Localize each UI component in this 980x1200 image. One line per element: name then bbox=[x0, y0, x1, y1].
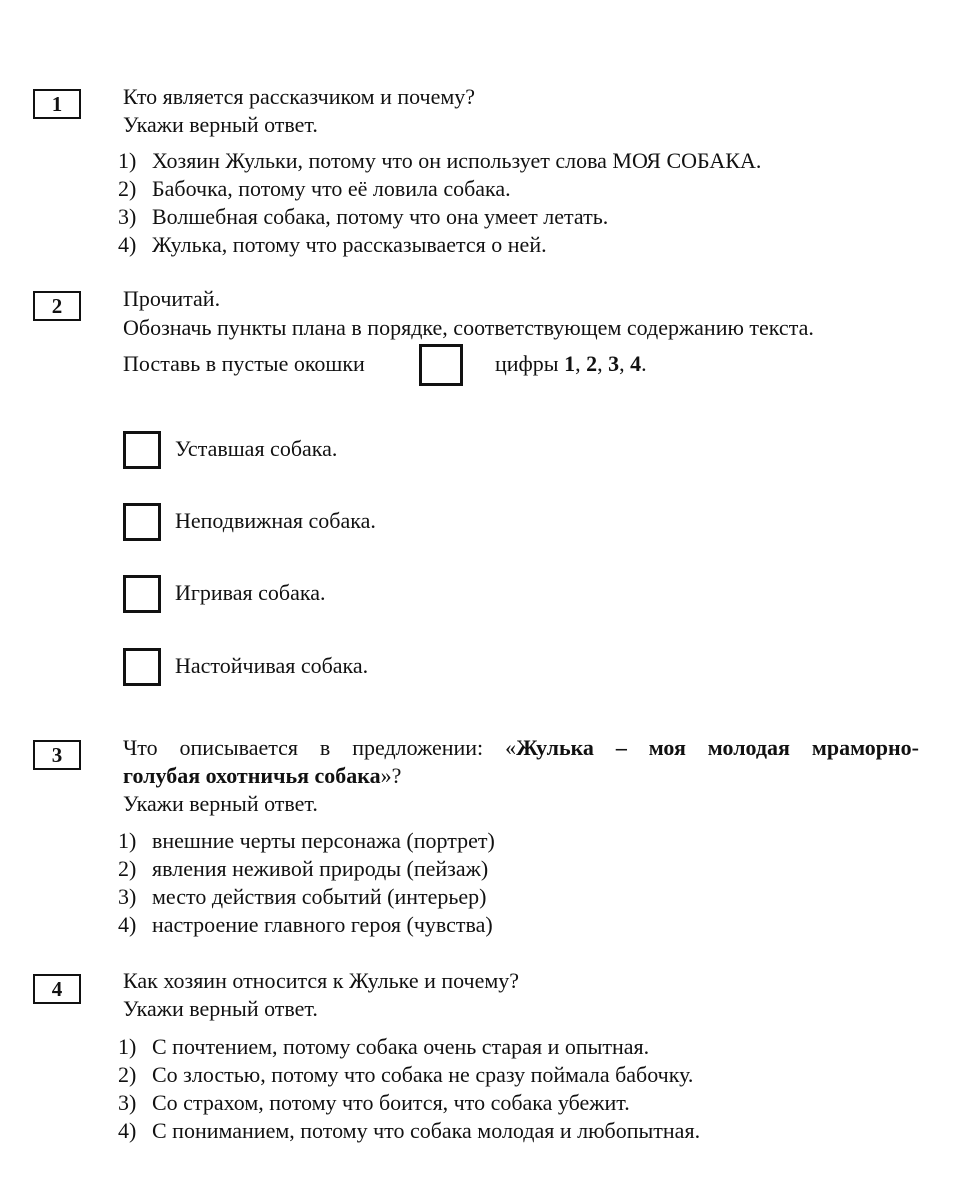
question-number-3: 3 bbox=[33, 740, 81, 770]
plan-item-2-box[interactable] bbox=[123, 503, 161, 541]
q1-instruction: Укажи верный ответ. bbox=[123, 112, 318, 137]
question-number-1: 1 bbox=[33, 89, 81, 119]
q2-line-3-after: цифры 1, 2, 3, 4. bbox=[495, 351, 647, 376]
q2-line-1: Прочитай. bbox=[123, 286, 221, 311]
q1-prompt: Кто является рассказчиком и почему? bbox=[123, 84, 476, 109]
q1-option-1[interactable]: 1) Хозяин Жульки, потому что он использует слова МОЯ СОБАКА. bbox=[118, 148, 762, 173]
q2-line-2: Обозначь пункты плана в порядке, соответствующем содержанию текста. bbox=[123, 315, 814, 340]
q3-prompt-line-1: Что описывается в предложении: «Жулька – моя молодая мраморно- bbox=[123, 735, 919, 760]
plan-item-4-box[interactable] bbox=[123, 648, 161, 686]
q3-option-3[interactable]: 3) место действия событий (интерьер) bbox=[118, 884, 487, 909]
q1-option-2[interactable]: 2) Бабочка, потому что её ловила собака. bbox=[118, 176, 511, 201]
q4-option-4[interactable]: 4) С пониманием, потому что собака молодая и любопытная. bbox=[118, 1118, 701, 1143]
q4-option-2[interactable]: 2) Со злостью, потому что собака не сразу поймала бабочку. bbox=[118, 1062, 694, 1087]
q1-option-4[interactable]: 4) Жулька, потому что рассказывается о ней. bbox=[118, 232, 547, 257]
question-number-4: 4 bbox=[33, 974, 81, 1004]
plan-item-1-box[interactable] bbox=[123, 431, 161, 469]
q1-option-3[interactable]: 3) Волшебная собака, потому что она умеет летать. bbox=[118, 204, 609, 229]
q4-prompt: Как хозяин относится к Жульке и почему? bbox=[123, 968, 520, 993]
q4-option-3[interactable]: 3) Со страхом, потому что боится, что собака убежит. bbox=[118, 1090, 630, 1115]
plan-item-3-box[interactable] bbox=[123, 575, 161, 613]
q3-prompt-line-2: голубая охотничья собака»? bbox=[123, 763, 402, 788]
question-number-2: 2 bbox=[33, 291, 81, 321]
q3-option-4[interactable]: 4) настроение главного героя (чувства) bbox=[118, 912, 493, 937]
example-empty-box bbox=[419, 344, 463, 386]
q4-instruction: Укажи верный ответ. bbox=[123, 996, 318, 1021]
q3-instruction: Укажи верный ответ. bbox=[123, 791, 318, 816]
q2-line-3-before: Поставь в пустые окошки bbox=[123, 351, 365, 376]
q3-option-1[interactable]: 1) внешние черты персонажа (портрет) bbox=[118, 828, 495, 853]
q3-option-2[interactable]: 2) явления неживой природы (пейзаж) bbox=[118, 856, 489, 881]
q4-option-1[interactable]: 1) С почтением, потому собака очень старая и опытная. bbox=[118, 1034, 650, 1059]
